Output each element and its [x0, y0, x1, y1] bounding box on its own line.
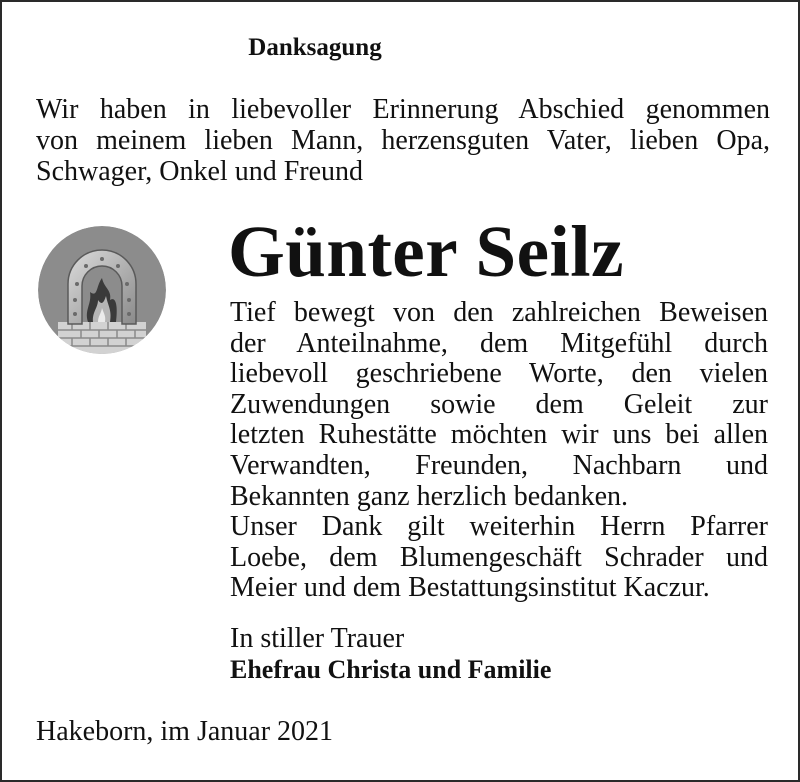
thanks-line: Loebe, dem Blumengeschäft Schrader und — [230, 541, 768, 573]
intro-text — [36, 94, 770, 187]
intro-line: Schwager, Onkel und Freund — [36, 156, 364, 187]
thanks-line: der Anteilnahme, dem Mitgefühl durch — [230, 327, 768, 359]
signature-block — [230, 623, 768, 685]
family-signature: Ehefrau Christa und Familie — [230, 655, 552, 684]
deceased-name: Günter Seilz — [228, 211, 624, 292]
horseshoe-fire-icon — [38, 226, 166, 354]
thanks-line: liebevoll geschriebene Worte, den vielen — [230, 358, 768, 390]
intro-line: von meinem lieben Mann, herzensguten Vater, lieben Opa, — [36, 125, 770, 156]
thanks-line: letzten Ruhestätte möchten wir uns bei allen — [230, 419, 768, 451]
thanks-line: Tief bewegt von den zahlreichen Beweisen — [230, 297, 768, 328]
thanks-text — [230, 298, 768, 604]
thanks-line: Zuwendungen sowie dem Geleit zur — [230, 388, 768, 420]
closing-phrase: In stiller Trauer — [230, 623, 405, 654]
thanks-line: Unser Dank gilt weiterhin Herrn Pfarrer — [230, 511, 768, 543]
intro-line: Wir haben in liebevoller Erinnerung Abschied genommen — [36, 94, 770, 125]
thanks-line: Meier und dem Bestattungsinstitut Kaczur. — [230, 572, 710, 604]
thanks-line: Verwandten, Freunden, Nachbarn und — [230, 449, 768, 481]
thanks-line: Bekannten ganz herzlich bedanken. — [230, 480, 629, 512]
place-date: Hakeborn, im Januar 2021 — [36, 716, 334, 747]
notice-heading: Danksagung — [248, 34, 382, 61]
